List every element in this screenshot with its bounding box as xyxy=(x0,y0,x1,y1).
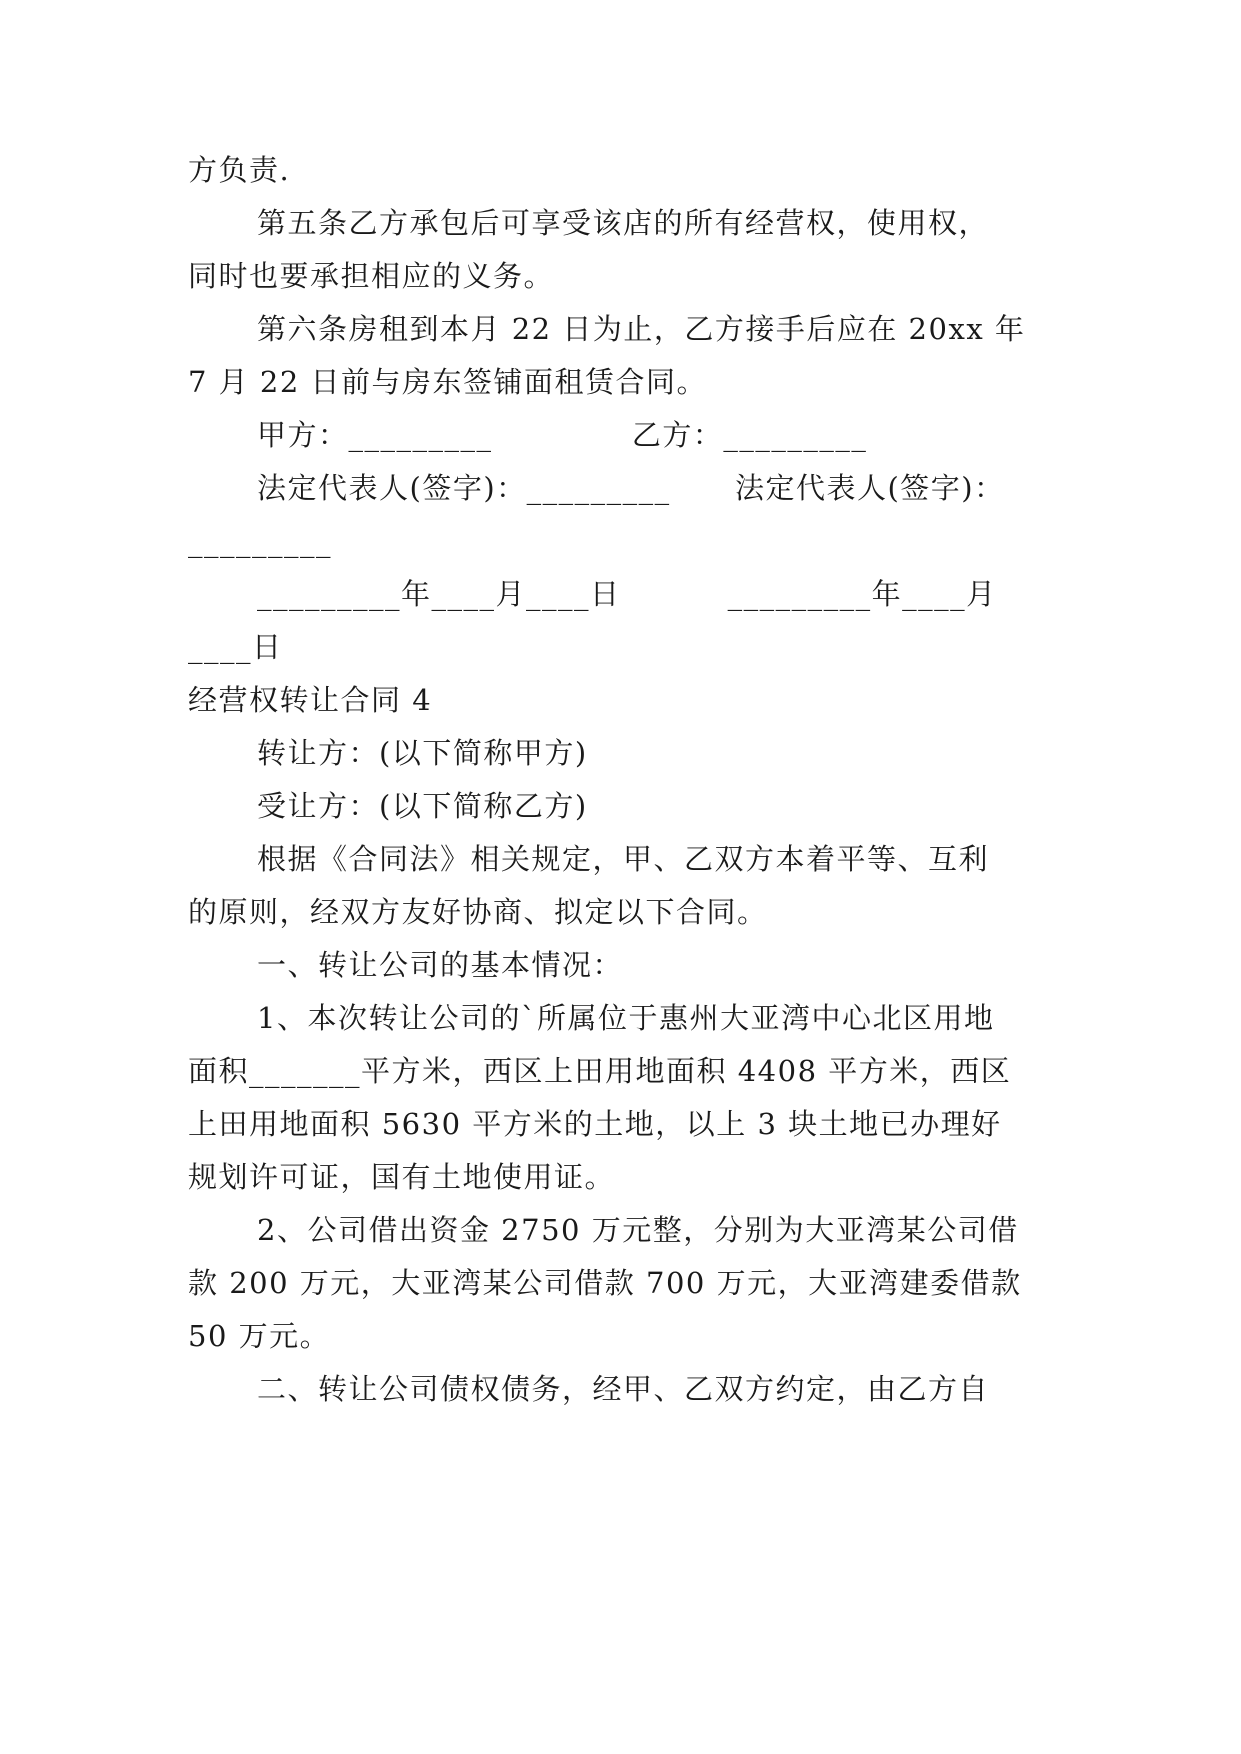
text-line: 一、转让公司的基本情况： xyxy=(257,948,624,982)
text-line: 二、转让公司债权债务，经甲、乙双方约定，由乙方自 xyxy=(257,1372,990,1406)
text-line: 款 200 万元，大亚湾某公司借款 700 万元，大亚湾建委借款 xyxy=(188,1266,1022,1300)
text-line: 50 万元。 xyxy=(188,1319,331,1353)
text-line: 转让方：(以下简称甲方) xyxy=(257,736,588,770)
signature-line-representatives: 法定代表人(签字)：_________ 法定代表人(签字)： xyxy=(257,471,1005,505)
signature-blank: _________ xyxy=(188,524,332,558)
text-line: 7 月 22 日前与房东签铺面租赁合同。 xyxy=(188,365,708,399)
section-title: 经营权转让合同 4 xyxy=(188,683,433,717)
text-line: 第六条房租到本月 22 日为止，乙方接手后应在 20xx 年 xyxy=(257,312,1026,346)
text-line: 面积_______平方米，西区上田用地面积 4408 平方米，西区 xyxy=(188,1054,1012,1088)
date-line-cont: ____日 xyxy=(188,630,283,664)
text-line: 根据《合同法》相关规定，甲、乙双方本着平等、互利 xyxy=(257,842,990,876)
text-line: 2、公司借出资金 2750 万元整，分别为大亚湾某公司借 xyxy=(257,1213,1019,1247)
text-line: 规划许可证，国有土地使用证。 xyxy=(188,1160,616,1194)
text-line: 同时也要承担相应的义务。 xyxy=(188,259,555,293)
text-line: 受让方：(以下简称乙方) xyxy=(257,789,588,823)
text-line: 方负责. xyxy=(188,153,291,187)
text-line: 第五条乙方承包后可享受该店的所有经营权，使用权， xyxy=(257,206,990,240)
signature-line-parties: 甲方：_________ 乙方：_________ xyxy=(257,418,868,452)
text-line: 的原则，经双方友好协商、拟定以下合同。 xyxy=(188,895,768,929)
date-line: _________年____月____日 _________年____月 xyxy=(257,577,997,611)
text-line: 1、本次转让公司的`所属位于惠州大亚湾中心北区用地 xyxy=(257,1001,995,1035)
text-line: 上田用地面积 5630 平方米的土地，以上 3 块土地已办理好 xyxy=(188,1107,1002,1141)
